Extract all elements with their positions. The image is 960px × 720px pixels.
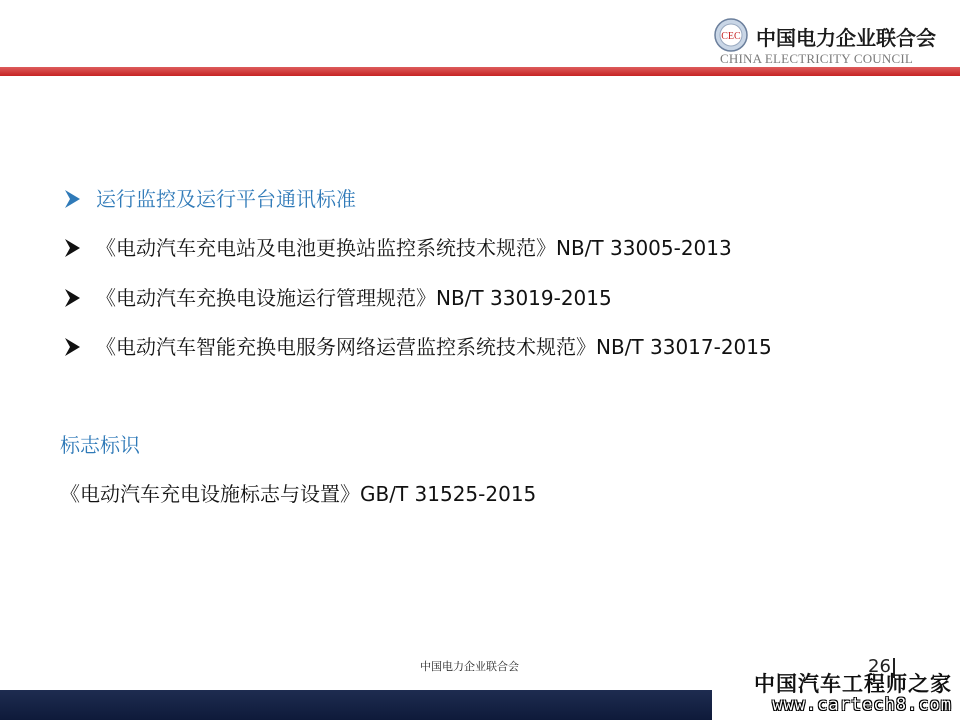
bullet-arrow-icon — [60, 285, 86, 311]
cec-logo — [714, 14, 954, 70]
header-red-bar — [0, 67, 960, 76]
org-name-cn: 中国电力企业联合会 — [756, 26, 936, 50]
bullet-arrow-icon — [60, 235, 86, 261]
standard-text: 《电动汽车智能充换电服务网络运营监控系统技术规范》NB/T 33017-2015 — [96, 335, 772, 359]
bullet-standard-item — [60, 285, 612, 311]
org-name-en: CHINA ELECTRICITY COUNCIL — [720, 51, 914, 66]
watermark-name: 中国汽车工程师之家 — [754, 671, 952, 696]
bullet-arrow-icon — [60, 186, 86, 212]
standard-item-signage — [60, 481, 536, 507]
standard-text: 《电动汽车充电设施标志与设置》GB/T 31525-2015 — [60, 482, 537, 506]
heading-signage-text: 标志标识 — [60, 433, 140, 457]
bullet-heading-monitoring — [60, 186, 356, 212]
bullet-standard-item — [60, 235, 732, 261]
page-number: 26 — [868, 656, 891, 677]
watermark — [754, 664, 960, 720]
bullet-standard-item — [60, 334, 772, 360]
heading-monitoring-text: 运行监控及运行平台通讯标准 — [96, 187, 356, 211]
standard-text: 《电动汽车充换电设施运行管理规范》NB/T 33019-2015 — [96, 286, 612, 310]
cec-emblem-icon — [714, 18, 748, 52]
footer-navy-bar — [0, 690, 712, 720]
watermark-url: www.cartech8.com — [772, 695, 952, 715]
section-heading-signage — [60, 432, 140, 458]
slide-header — [0, 0, 960, 78]
footer-org-name: 中国电力企业联合会 — [420, 660, 519, 673]
standard-text: 《电动汽车充电站及电池更换站监控系统技术规范》NB/T 33005-2013 — [96, 236, 732, 260]
logo-letters: CEC — [721, 31, 741, 42]
bullet-arrow-icon — [60, 334, 86, 360]
